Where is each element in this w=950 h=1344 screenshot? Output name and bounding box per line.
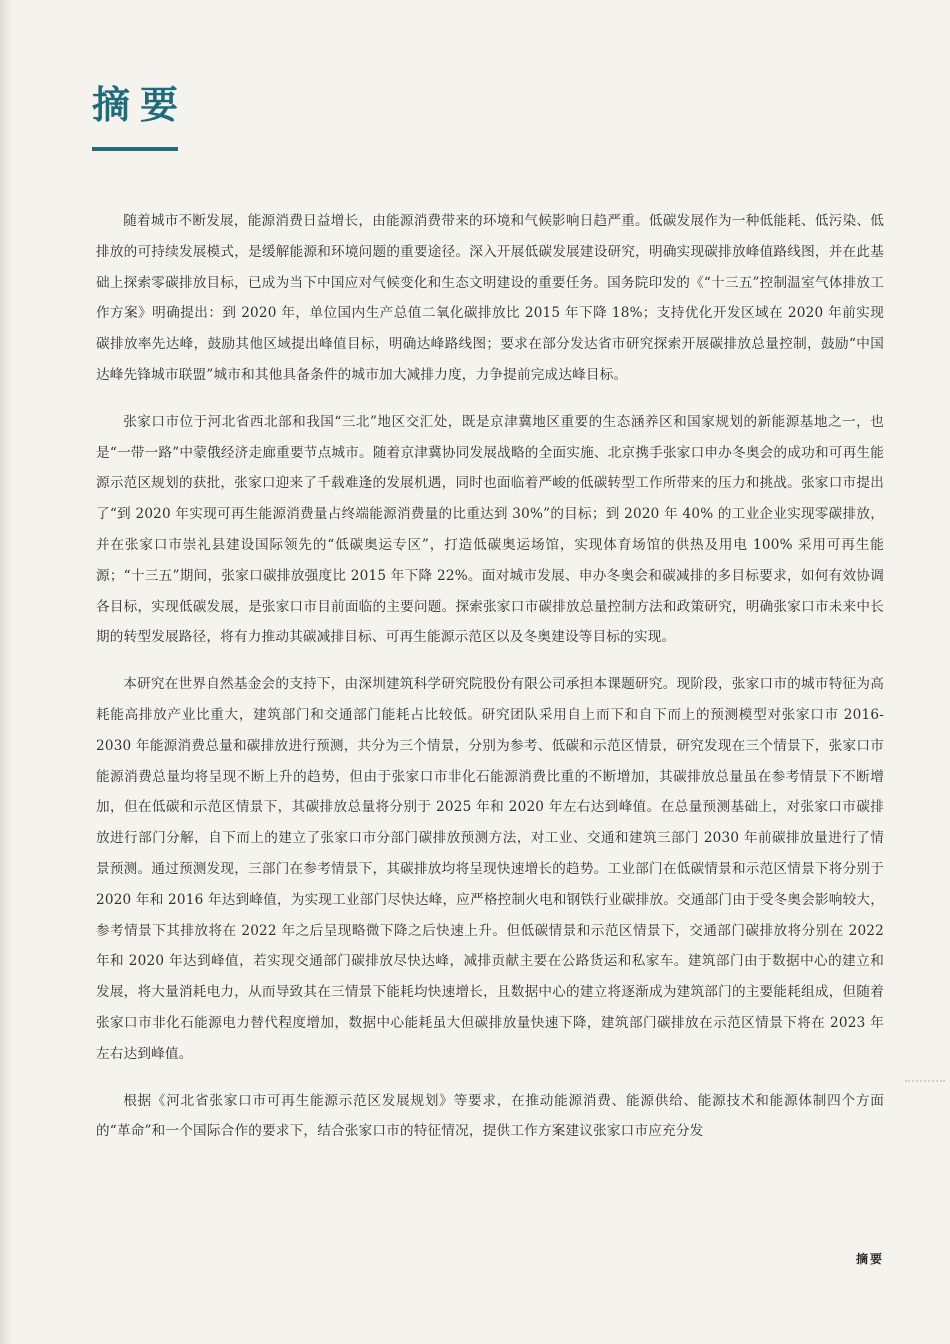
running-footer: 摘要 bbox=[855, 1252, 884, 1266]
title-underline bbox=[92, 147, 178, 151]
paragraph-1: 随着城市不断发展，能源消费日益增长，由能源消费带来的环境和气候影响日趋严重。低碳发展作为一种低能耗、低污染、低排放的可持续发展模式，是缓解能源和环境问题的重要途径。深入开展低碳发展建设研究，明确实现碳排放峰值路线图，并在此基础上探索零碳排放目标，已成为当下中国应对气候变化和生态文明建设的重要任务。国务院印发的《“十三五”控制温室气体排放工作方案》明确提出：到 2020 年，单位国内生产总值二氧化碳排放比 2015 年下降 18%；支持优化开发区域在 2020 年前实现碳排放率先达峰，鼓励其他区域提出峰值目标，明确达峰路线图；要求在部分发达省市研究探索开展碳排放总量控制，鼓励“中国达峰先锋城市联盟”城市和其他具备条件的城市加大减排力度，力争提前完成达峰目标。 bbox=[96, 213, 884, 383]
paragraph-2: 张家口市位于河北省西北部和我国“三北”地区交汇处，既是京津冀地区重要的生态涵养区和国家规划的新能源基地之一，也是“一带一路”中蒙俄经济走廊重要节点城市。随着京津冀协同发展战略的全面实施、北京携手张家口申办冬奥会的成功和可再生能源示范区规划的获批，张家口迎来了千载难逢的发展机遇，同时也面临着严峻的低碳转型工作所带来的压力和挑战。张家口市提出了“到 2020 年实现可再生能源消费量占终端能源消费量的比重达到 30%”的目标；到 2020 年 40% 的工业企业实现零碳排放，并在张家口市崇礼县建设国际领先的“低碳奥运专区”，打造低碳奥运场馆，实现体育场馆的供热及用电 100% 采用可再生能源；“十三五”期间，张家口碳排放强度比 2015 年下降 22%。面对城市发展、申办冬奥会和碳减排的多目标要求，如何有效协调各目标，实现低碳发展，是张家口市目前面临的主要问题。探索张家口市碳排放总量控制方法和政策研究，明确张家口市未来中长期的转型发展路径，将有力推动其碳减排目标、可再生能源示范区以及冬奥建设等目标的实现。 bbox=[96, 413, 884, 646]
abstract-body bbox=[96, 206, 884, 1163]
paragraph-3: 本研究在世界自然基金会的支持下，由深圳建筑科学研究院股份有限公司承担本课题研究。现阶段，张家口市的城市特征为高耗能高排放产业比重大，建筑部门和交通部门能耗占比较低。研究团队采用自上而下和自下而上的预测模型对张家口市 2016-2030 年能源消费总量和碳排放进行预测，共分为三个情景，分别为参考、低碳和示范区情景，研究发现在三个情景下，张家口市能源消费总量均将呈现不断上升的趋势，但由于张家口市非化石能源消费比重的不断增加，其碳排放总量虽在参考情景下不断增加，但在低碳和示范区情景下，其碳排放总量将分别于 2025 年和 2020 年左右达到峰值。在总量预测基础上，对张家口市碳排放进行部门分解，自下而上的建立了张家口市分部门碳排放预测方法，对工业、交通和建筑三部门 2030 年前碳排放量进行了情景预测。通过预测发现，三部门在参考情景下，其碳排放均将呈现快速增长的趋势。工业部门在低碳情景和示范区情景下将分别于 2020 年和 2016 年达到峰值，为实现工业部门尽快达峰，应严格控制火电和钢铁行业碳排放。交通部门由于受冬奥会影响较大，参考情景下其排放将在 2022 年之后呈现略微下降之后快速上升。但低碳情景和示范区情景下，交通部门碳排放将分别在 2022 年和 2020 年达到峰值，若实现交通部门碳排放尽快达峰，减排贡献主要在公路货运和私家车。建筑部门由于数据中心的建立和发展，将大量消耗电力，从而导致其在三情景下能耗均快速增长，且数据中心的建立将逐渐成为建筑部门的主要能耗组成，但随着张家口市非化石能源电力替代程度增加，数据中心能耗虽大但碳排放量快速下降，建筑部门碳排放在示范区情景下将在 2023 年左右达到峰值。 bbox=[96, 676, 884, 1062]
paragraph-4: 根据《河北省张家口市可再生能源示范区发展规划》等要求，在推动能源消费、能源供给、能源技术和能源体制四个方面的“革命”和一个国际合作的要求下，结合张家口市的特征情况，提供工作方案建议张家口市应充分发 bbox=[96, 1092, 884, 1140]
scan-edge-mark bbox=[905, 1080, 945, 1084]
page-spine-shadow bbox=[0, 0, 12, 1344]
page-title: 摘要 bbox=[92, 83, 189, 127]
